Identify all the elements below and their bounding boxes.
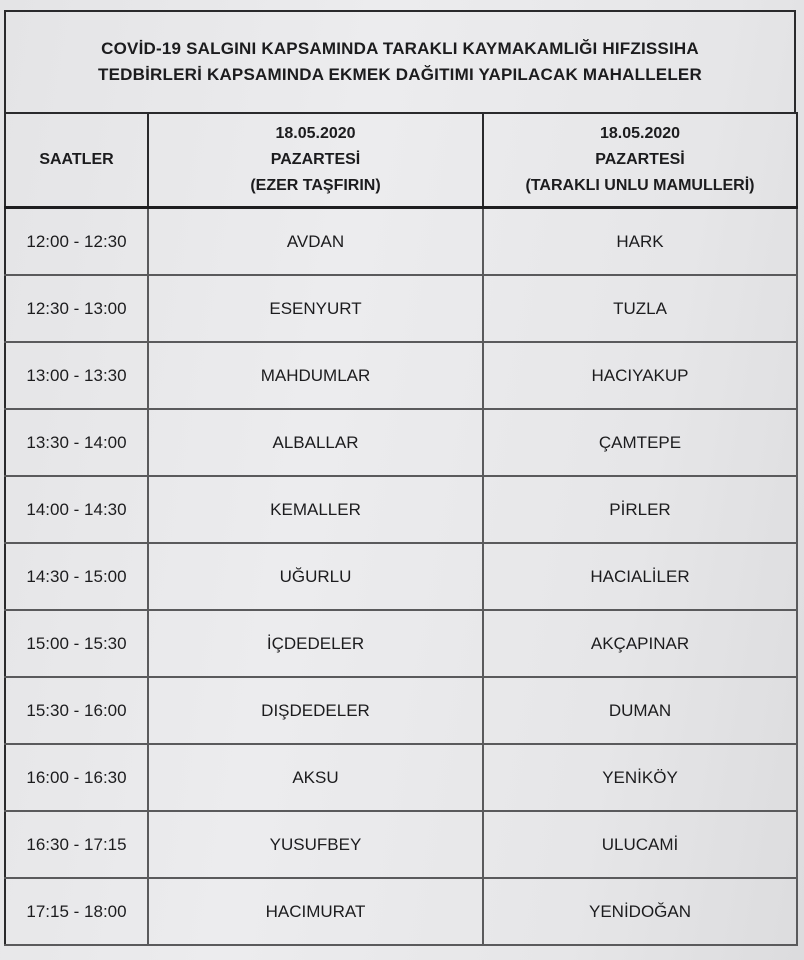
header-bakery-2	[483, 113, 797, 208]
time-cell: 12:00 - 12:30	[5, 208, 148, 276]
neighborhood-cell-2: HACIALİLER	[483, 543, 797, 610]
neighborhood-cell-1: ALBALLAR	[148, 409, 483, 476]
time-cell: 16:30 - 17:15	[5, 811, 148, 878]
table-row	[5, 342, 797, 409]
neighborhood-cell-2: HARK	[483, 208, 797, 276]
header-bakery-1	[148, 113, 483, 208]
table-row	[5, 476, 797, 543]
time-cell: 16:00 - 16:30	[5, 744, 148, 811]
neighborhood-cell-1: KEMALLER	[148, 476, 483, 543]
neighborhood-cell-1: İÇDEDELER	[148, 610, 483, 677]
header-1-date: 18.05.2020	[275, 125, 356, 142]
neighborhood-cell-1: UĞURLU	[148, 543, 483, 610]
neighborhood-cell-1: HACIMURAT	[148, 878, 483, 945]
time-cell: 15:30 - 16:00	[5, 677, 148, 744]
table-row	[5, 275, 797, 342]
neighborhood-cell-2: PİRLER	[483, 476, 797, 543]
table-row	[5, 878, 797, 945]
time-cell: 15:00 - 15:30	[5, 610, 148, 677]
time-cell: 13:30 - 14:00	[5, 409, 148, 476]
table-row	[5, 744, 797, 811]
header-2-day: PAZARTESİ	[595, 151, 685, 168]
neighborhood-cell-2: ULUCAMİ	[483, 811, 797, 878]
time-cell: 14:30 - 15:00	[5, 543, 148, 610]
neighborhood-cell-1: DIŞDEDELER	[148, 677, 483, 744]
title-box	[4, 10, 796, 112]
neighborhood-cell-2: TUZLA	[483, 275, 797, 342]
header-row	[5, 113, 797, 208]
table-row	[5, 610, 797, 677]
neighborhood-cell-2: YENİKÖY	[483, 744, 797, 811]
neighborhood-cell-1: AVDAN	[148, 208, 483, 276]
title-line-1: COVİD-19 SALGINI KAPSAMINDA TARAKLI KAYMAKAMLIĞI HIFZISSIHA	[101, 39, 699, 58]
header-2-bakery: (TARAKLI UNLU MAMULLERİ)	[525, 177, 755, 194]
neighborhood-cell-1: MAHDUMLAR	[148, 342, 483, 409]
header-1-bakery: (EZER TAŞFIRIN)	[250, 177, 381, 194]
table-row	[5, 409, 797, 476]
neighborhood-cell-2: DUMAN	[483, 677, 797, 744]
distribution-schedule-table	[4, 112, 798, 946]
neighborhood-cell-1: YUSUFBEY	[148, 811, 483, 878]
neighborhood-cell-2: HACIYAKUP	[483, 342, 797, 409]
table-row	[5, 208, 797, 276]
header-1-day: PAZARTESİ	[270, 151, 361, 168]
header-time	[5, 113, 148, 208]
neighborhood-cell-1: AKSU	[148, 744, 483, 811]
neighborhood-cell-1: ESENYURT	[148, 275, 483, 342]
time-cell: 17:15 - 18:00	[5, 878, 148, 945]
neighborhood-cell-2: AKÇAPINAR	[483, 610, 797, 677]
title-line-2: TEDBİRLERİ KAPSAMINDA EKMEK DAĞITIMI YAPILACAK MAHALLELER	[98, 65, 702, 84]
time-cell: 14:00 - 14:30	[5, 476, 148, 543]
time-cell: 12:30 - 13:00	[5, 275, 148, 342]
table-row	[5, 677, 797, 744]
header-time-label: SAATLER	[39, 151, 114, 168]
neighborhood-cell-2: YENİDOĞAN	[483, 878, 797, 945]
header-2-date: 18.05.2020	[599, 125, 681, 142]
time-cell: 13:00 - 13:30	[5, 342, 148, 409]
neighborhood-cell-2: ÇAMTEPE	[483, 409, 797, 476]
table-row	[5, 811, 797, 878]
table-row	[5, 543, 797, 610]
